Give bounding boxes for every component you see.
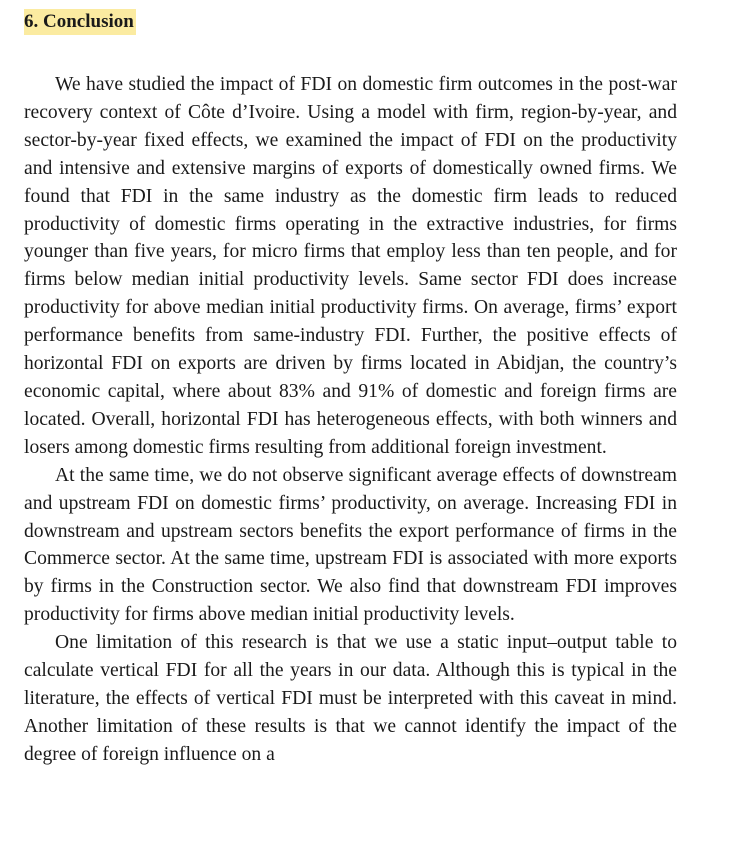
highlighted-heading (24, 9, 136, 35)
section-title: Conclusion (43, 11, 134, 32)
paragraph: At the same time, we do not observe significant average effects of downstream and upstream FDI on domestic firms’ productivity, on average. Increasing FDI in downstream and upstream sectors benefits the export performance of firms in the Commerce sector. At the same time, upstream FDI is associated with more exports by firms in the Construction sector. We also find that downstream FDI improves productivity for firms above median initial productivity levels. (24, 464, 677, 626)
section-number: 6. (24, 11, 39, 32)
page (24, 8, 677, 769)
paragraph: One limitation of this research is that we use a static input–output table to calculate vertical FDI for all the years in our data. Although this is typical in the literature, the effects of vertical FDI must be interpreted with this caveat in mind. Another limitation of these results is that we cannot identify the impact of the degree of foreign influence on a (24, 632, 677, 765)
paragraph: We have studied the impact of FDI on domestic firm outcomes in the post-war recovery context of Côte d’Ivoire. Using a model with firm, region-by-year, and sector-by-year fixed effects, we examined the impact of FDI on the productivity and intensive and extensive margins of exports of domestically owned firms. We found that FDI in the same industry as the domestic firm leads to reduced productivity of domestic firms operating in the extractive industries, for firms younger than five years, for micro firms that employ less than ten people, and for firms below median initial productivity levels. Same sector FDI does increase productivity for above median initial productivity firms. On average, firms’ export performance benefits from same-industry FDI. Further, the positive effects of horizontal FDI on exports are driven by firms located in Abidjan, the country’s economic capital, where about 83% and 91% of domestic and foreign firms are located. Overall, horizontal FDI has heterogeneous effects, with both winners and losers among domestic firms resulting from additional foreign investment. (24, 74, 677, 458)
section-heading (24, 8, 677, 36)
section-body (24, 71, 677, 769)
